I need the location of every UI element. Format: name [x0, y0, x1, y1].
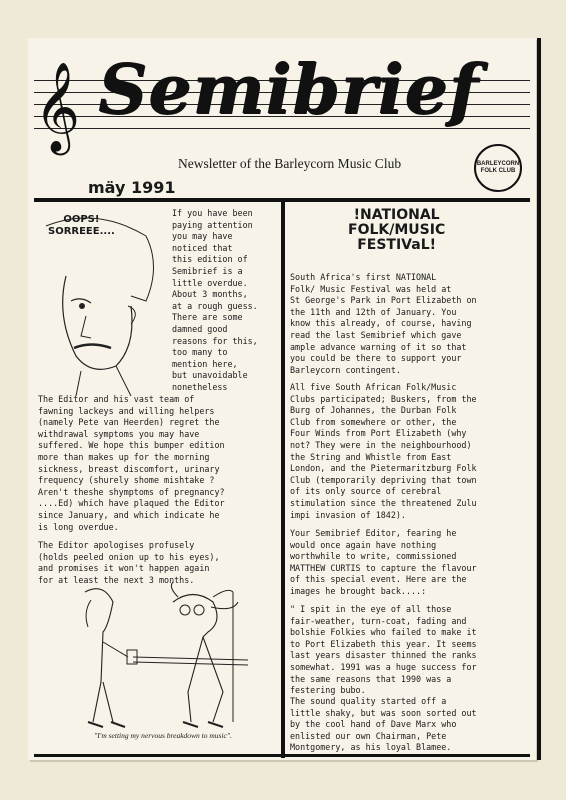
text-line: MATTHEW CURTIS to capture the flavour — [290, 562, 477, 573]
text-line: of this special event. Here are the — [290, 574, 467, 585]
left-para-2 — [38, 540, 220, 586]
page-edge — [537, 38, 541, 760]
text-line: St George's Park in Port Elizabeth on — [290, 295, 477, 306]
text-line: paying attention — [172, 219, 253, 230]
text-line: The Editor apologises profusely — [38, 540, 195, 550]
text-line: worthwhile to write, commissioned — [290, 551, 457, 562]
text-line: last years disaster thinned the ranks — [290, 650, 477, 661]
text-line: (namely Pete van Heerden) regret the — [38, 417, 220, 428]
cartoon-caption: "I'm setting my nervous breakdown to music". — [94, 731, 232, 740]
column-rule — [281, 198, 285, 758]
text-line: more than makes up for the morning — [38, 451, 210, 462]
text-line: ample advance warning of it so that — [290, 341, 467, 352]
text-line: fawning lackeys and willing helpers — [38, 405, 215, 416]
text-line: the String and Whistle from East — [290, 451, 452, 462]
text-line: withdrawal symptoms you may have — [38, 428, 200, 439]
right-para-5 — [290, 696, 477, 754]
masthead-title: Semibrief — [98, 50, 479, 130]
text-line: Montgomery, as his loyal Blamee. — [290, 742, 452, 753]
left-para-1 — [38, 394, 225, 533]
text-line: is long overdue. — [38, 521, 119, 532]
text-line: would once again have nothing — [290, 539, 437, 550]
text-line: South Africa's first NATIONAL — [290, 272, 437, 282]
bar-cartoon — [68, 582, 258, 732]
text-line: Aren't theshe shymptoms of pregnancy? — [38, 486, 225, 497]
text-line: this edition of — [172, 254, 248, 265]
text-line: festering bubo. — [290, 685, 366, 696]
festival-headline — [348, 208, 445, 253]
text-line: nonetheless — [172, 381, 228, 392]
text-line: little overdue. — [172, 277, 248, 288]
text-line: sickness, breast discomfort, urinary — [38, 463, 220, 474]
text-line: Club from somewhere or other, the — [290, 416, 457, 427]
text-line: impi invasion of 1842). — [290, 509, 406, 520]
treble-clef-icon: 𝄞 — [34, 62, 81, 152]
text-line: at a rough guess. — [172, 300, 258, 311]
text-line: the 11th and 12th of January. You — [290, 306, 457, 317]
text-line: know this already, of course, having — [290, 318, 472, 329]
text-line: " I spit in the eye of all those — [290, 604, 452, 614]
text-line: frequency (shurely shome mishtake ? — [38, 475, 215, 486]
text-line: since January, and which indicate he — [38, 509, 220, 520]
club-seal-logo — [474, 144, 522, 192]
text-line: Your Semibrief Editor, fearing he — [290, 528, 457, 538]
text-line: The Editor and his vast team of — [38, 394, 195, 404]
right-para-3 — [290, 528, 477, 598]
right-para-4 — [290, 604, 477, 697]
newsletter-page — [28, 38, 536, 760]
text-line: ....Ed) which have plaqued the Editor — [38, 498, 225, 509]
text-line: the same reasons that 1990 was a — [290, 673, 452, 684]
text-line: London, and the Pietermaritzburg Folk — [290, 463, 477, 474]
text-line: The sound quality started off a — [290, 696, 447, 706]
text-line: suffered. We hope this bumper edition — [38, 440, 225, 451]
text-line: bolshie Folkies who failed to make it — [290, 627, 477, 638]
text-line: damned good — [172, 323, 228, 334]
text-line: little shaky, but was soon sorted out — [290, 707, 477, 718]
text-line: Four Winds from Port Elizabeth (why — [290, 428, 467, 439]
text-line: Club (temporarily depriving that town — [290, 474, 477, 485]
text-line: reasons for this, — [172, 335, 258, 346]
text-line: enlisted our own Chairman, Pete — [290, 730, 447, 741]
text-line: Burg of Johannes, the Durban Folk — [290, 405, 457, 416]
text-line: There are some — [172, 312, 243, 323]
text-line: but unavoidable — [172, 370, 248, 381]
text-line: images he brought back....: — [290, 585, 427, 596]
text-line: stimulation since the threatened Zulu — [290, 497, 477, 508]
text-line: by the cool hand of Dave Marx who — [290, 719, 457, 730]
text-line: somewhat. 1991 was a huge success for — [290, 661, 477, 672]
footer-rule — [34, 754, 530, 757]
text-line: If you have been — [172, 208, 253, 218]
text-line: noticed that — [172, 242, 233, 253]
text-line: Clubs participated; Buskers, from the — [290, 393, 477, 404]
text-line: Semibrief is a — [172, 265, 243, 276]
text-line: you could be there to support your — [290, 353, 462, 364]
text-line: of its only source of cerebral — [290, 486, 442, 497]
text-line: for at least the next 3 months. — [38, 574, 195, 585]
right-para-1 — [290, 272, 477, 376]
text-line: mention here, — [172, 358, 238, 369]
text-line: you may have — [172, 231, 233, 242]
text-line: not? They were in the neighbourhood) — [290, 439, 472, 450]
speech-bubble-text: OOPS! SORREEE.... — [48, 214, 115, 237]
speech-bubble — [48, 214, 115, 238]
text-line: to Port Elizabeth this year. It seems — [290, 638, 477, 649]
text-line: read the last Semibrief which gave — [290, 329, 462, 340]
text-line: Folk/ Music Festival was held at — [290, 283, 452, 294]
text-line: Barleycorn contingent. — [290, 364, 401, 375]
festival-headline-text: !NATIONAL FOLK/MUSIC FESTIVaL! — [348, 207, 446, 253]
right-para-2 — [290, 382, 477, 521]
text-line: fair-weather, turn-coat, fading and — [290, 615, 467, 626]
masthead-subtitle: Newsletter of the Barleycorn Music Club — [178, 156, 402, 171]
text-line: too many to — [172, 347, 228, 358]
text-line: All five South African Folk/Music — [290, 382, 457, 392]
left-intro — [172, 208, 258, 394]
issue-date: mäy 1991 — [88, 178, 176, 197]
text-line: About 3 months, — [172, 289, 248, 300]
seal-text: BARLEYCORN FOLK CLUB — [476, 161, 520, 174]
text-line: and promises it won't happen again — [38, 563, 210, 574]
text-line: (holds peeled onion up to his eyes), — [38, 551, 220, 562]
